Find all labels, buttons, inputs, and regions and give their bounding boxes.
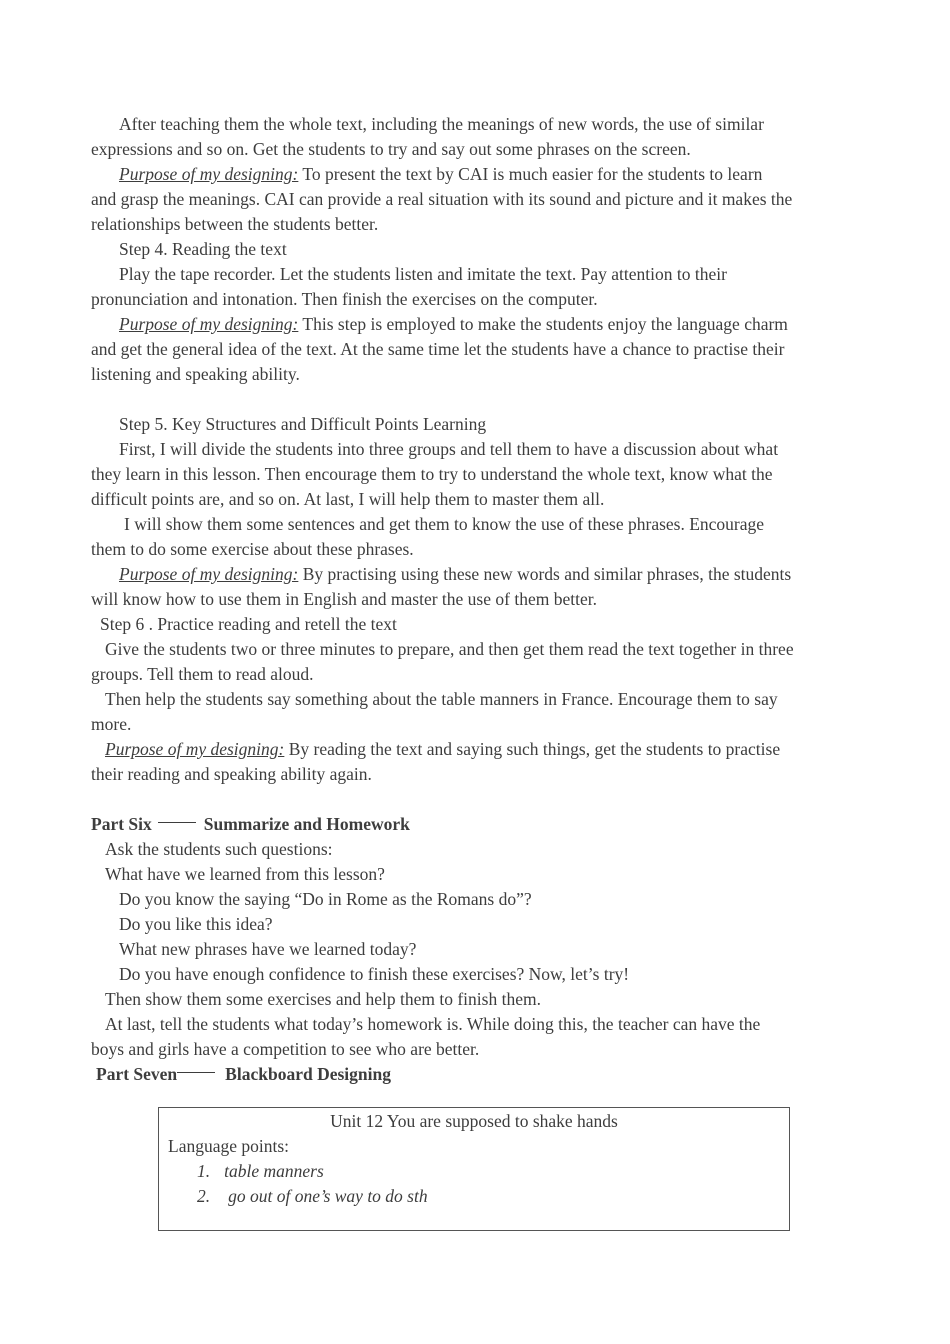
paragraph-line: Then show them some exercises and help them to finish them. [105,989,541,1009]
question-line: Do you know the saying “Do in Rome as the Romans do”? [119,889,532,909]
question-line: What new phrases have we learned today? [119,939,417,959]
section-heading [91,812,410,837]
paragraph-line: relationships between the students better. [91,214,379,234]
item-text: table manners [224,1161,324,1181]
paragraph-line: pronunciation and intonation. Then finish the exercises on the computer. [91,289,598,309]
paragraph-line: At last, tell the students what today’s homework is. While doing this, the teacher can have the [105,1014,761,1034]
paragraph-line: their reading and speaking ability again. [91,764,372,784]
paragraph-line: Play the tape recorder. Let the students listen and imitate the text. Pay attention to their [119,264,727,284]
section-heading [96,1062,391,1087]
em-dash [177,1072,215,1073]
paragraph-line: Give the students two or three minutes to prepare, and then get them read the text together in three [105,639,794,659]
paragraph-line: After teaching them the whole text, including the meanings of new words, the use of similar [119,114,764,134]
paragraph-line: more. [91,714,132,734]
purpose-line [119,162,762,187]
paragraph-line: they learn in this lesson. Then encourage them to try to understand the whole text, know what the [91,464,773,484]
item-number: 1. [197,1161,211,1181]
paragraph-line: them to do some exercise about these phrases. [91,539,414,559]
paragraph-line: and get the general idea of the text. At the same time let the students have a chance to practise their [91,339,785,359]
step-heading: Step 6 . Practice reading and retell the text [100,614,397,634]
section-title: Blackboard Designing [225,1064,391,1084]
purpose-line [119,562,791,587]
question-line: Do you like this idea? [119,914,273,934]
paragraph-line: expressions and so on. Get the students to try and say out some phrases on the screen. [91,139,691,159]
blackboard-box [158,1107,790,1231]
question-line: Do you have enough confidence to finish these exercises? Now, let’s try! [119,964,630,984]
purpose-label: Purpose of my designing: [119,564,299,584]
em-dash [158,822,196,823]
blackboard-title: Unit 12 You are supposed to shake hands [330,1111,618,1131]
paragraph-line: groups. Tell them to read aloud. [91,664,314,684]
paragraph-line: and grasp the meanings. CAI can provide a real situation with its sound and picture and it makes the [91,189,793,209]
paragraph-line: Then help the students say something about the table manners in France. Encourage them to say [105,689,778,709]
step-heading: Step 5. Key Structures and Difficult Points Learning [119,414,487,434]
section-label: Part Seven [96,1064,178,1084]
paragraph-line: boys and girls have a competition to see who are better. [91,1039,480,1059]
purpose-text: By practising using these new words and similar phrases, the students [298,564,792,584]
purpose-text: By reading the text and saying such things, get the students to practise [284,739,781,759]
question-line: What have we learned from this lesson? [105,864,385,884]
paragraph-line: difficult points are, and so on. At last, I will help them to master them all. [91,489,605,509]
step-heading: Step 4. Reading the text [119,239,287,259]
purpose-text: This step is employed to make the students enjoy the language charm [298,314,788,334]
paragraph-line: will know how to use them in English and master the use of them better. [91,589,597,609]
blackboard-subtitle: Language points: [168,1136,290,1156]
paragraph-line: Ask the students such questions: [105,839,333,859]
paragraph-line: listening and speaking ability. [91,364,300,384]
purpose-line [105,737,780,762]
purpose-line [119,312,788,337]
blackboard-item [197,1184,428,1209]
item-text: go out of one’s way to do sth [228,1186,428,1206]
paragraph-line: First, I will divide the students into three groups and tell them to have a discussion about what [119,439,779,459]
paragraph-line: I will show them some sentences and get them to know the use of these phrases. Encourage [124,514,765,534]
item-number: 2. [197,1186,211,1206]
section-title: Summarize and Homework [203,814,410,834]
purpose-label: Purpose of my designing: [119,314,299,334]
purpose-label: Purpose of my designing: [105,739,285,759]
blackboard-item [197,1159,324,1184]
section-label: Part Six [91,814,152,834]
purpose-label: Purpose of my designing: [119,164,299,184]
purpose-text: To present the text by CAI is much easier for the students to learn [298,164,763,184]
